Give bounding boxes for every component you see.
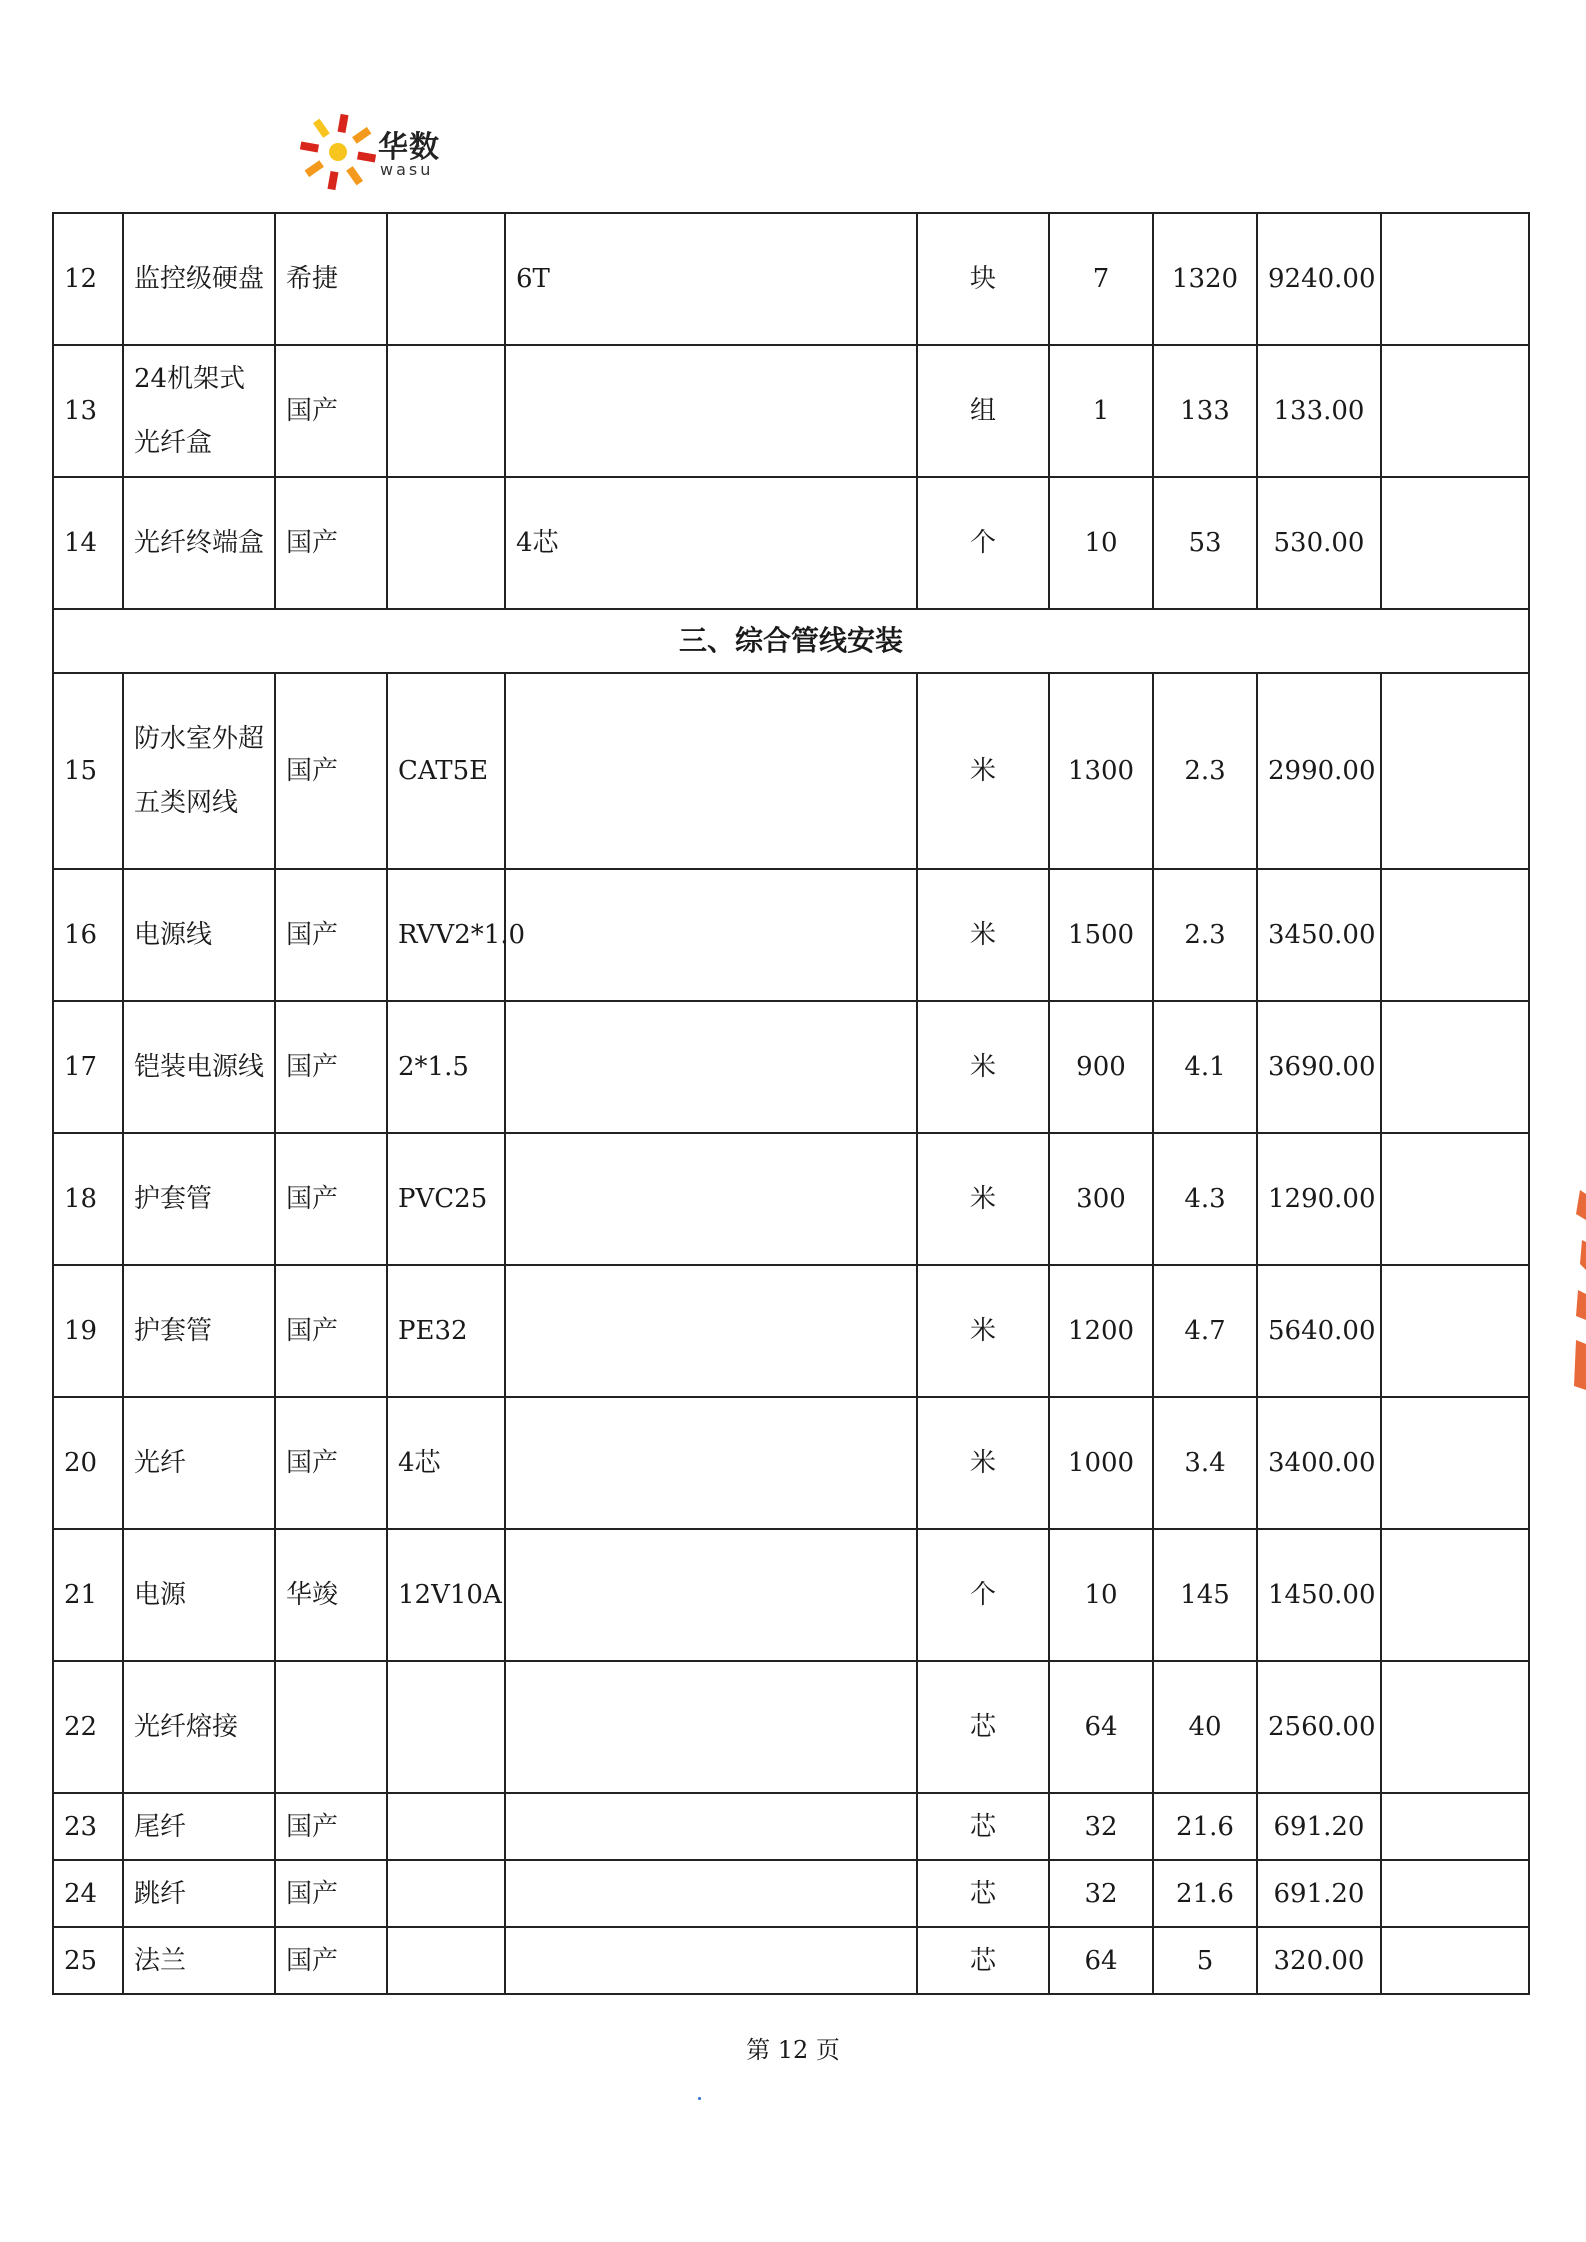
cell-brand <box>275 1661 387 1793</box>
cell-qty: 300 <box>1049 1133 1153 1265</box>
cell-name: 光纤 <box>123 1397 275 1529</box>
cell-total: 5640.00 <box>1257 1265 1381 1397</box>
cell-note <box>1381 1793 1529 1860</box>
cell-qty: 32 <box>1049 1860 1153 1927</box>
cell-spec <box>387 477 505 609</box>
cell-brand: 国产 <box>275 1001 387 1133</box>
cell-note <box>1381 213 1529 345</box>
cell-unit: 米 <box>917 673 1049 869</box>
cell-no: 14 <box>53 477 123 609</box>
cell-total: 691.20 <box>1257 1793 1381 1860</box>
cell-model <box>505 673 917 869</box>
cell-model <box>505 1860 917 1927</box>
cell-note <box>1381 1397 1529 1529</box>
cell-note <box>1381 673 1529 869</box>
cell-brand: 希捷 <box>275 213 387 345</box>
cell-no: 22 <box>53 1661 123 1793</box>
cell-brand: 国产 <box>275 869 387 1001</box>
cell-model <box>505 345 917 477</box>
table-row <box>53 1927 1529 1994</box>
cell-price: 3.4 <box>1153 1397 1257 1529</box>
cell-note <box>1381 1927 1529 1994</box>
cell-spec <box>387 1661 505 1793</box>
cell-note <box>1381 1133 1529 1265</box>
cell-total: 3450.00 <box>1257 869 1381 1001</box>
cell-no: 19 <box>53 1265 123 1397</box>
cell-note <box>1381 477 1529 609</box>
cell-name: 光纤终端盒 <box>123 477 275 609</box>
cell-unit: 米 <box>917 869 1049 1001</box>
table-row <box>53 1661 1529 1793</box>
cell-name: 电源 <box>123 1529 275 1661</box>
cell-total: 1290.00 <box>1257 1133 1381 1265</box>
cell-spec: RVV2*1.0 <box>387 869 505 1001</box>
cell-spec: PVC25 <box>387 1133 505 1265</box>
cell-model: 6T <box>505 213 917 345</box>
cell-model <box>505 869 917 1001</box>
company-logo <box>298 112 448 192</box>
cell-spec: CAT5E <box>387 673 505 869</box>
cell-name: 护套管 <box>123 1265 275 1397</box>
cell-no: 23 <box>53 1793 123 1860</box>
page-number: 第 12 页 <box>746 2036 840 2064</box>
cell-no: 15 <box>53 673 123 869</box>
cell-unit: 组 <box>917 345 1049 477</box>
seal-fragment-icon <box>1562 1190 1586 1400</box>
cell-name: 电源线 <box>123 869 275 1001</box>
cell-price: 40 <box>1153 1661 1257 1793</box>
cell-total: 2560.00 <box>1257 1661 1381 1793</box>
logo-cn-text: 华数 <box>378 130 440 165</box>
cell-spec <box>387 213 505 345</box>
cell-brand: 华竣 <box>275 1529 387 1661</box>
cell-model <box>505 1529 917 1661</box>
cell-unit: 米 <box>917 1001 1049 1133</box>
cell-model: 4芯 <box>505 477 917 609</box>
cell-note <box>1381 869 1529 1001</box>
cell-spec: PE32 <box>387 1265 505 1397</box>
cell-qty: 64 <box>1049 1661 1153 1793</box>
cell-brand: 国产 <box>275 1133 387 1265</box>
cell-unit: 米 <box>917 1265 1049 1397</box>
cell-brand: 国产 <box>275 345 387 477</box>
table-row <box>53 1529 1529 1661</box>
cell-name: 监控级硬盘 <box>123 213 275 345</box>
cell-total: 1450.00 <box>1257 1529 1381 1661</box>
cell-brand: 国产 <box>275 477 387 609</box>
cell-no: 12 <box>53 213 123 345</box>
cell-model <box>505 1661 917 1793</box>
cell-name: 光纤熔接 <box>123 1661 275 1793</box>
cell-total: 2990.00 <box>1257 673 1381 869</box>
cell-price: 21.6 <box>1153 1793 1257 1860</box>
cell-unit: 个 <box>917 477 1049 609</box>
cell-price: 4.7 <box>1153 1265 1257 1397</box>
cell-spec <box>387 1860 505 1927</box>
cell-spec: 12V10A <box>387 1529 505 1661</box>
cell-qty: 10 <box>1049 1529 1153 1661</box>
cell-note <box>1381 1860 1529 1927</box>
cell-total: 3690.00 <box>1257 1001 1381 1133</box>
cell-price: 2.3 <box>1153 673 1257 869</box>
cell-spec <box>387 1793 505 1860</box>
cell-name: 护套管 <box>123 1133 275 1265</box>
cell-note <box>1381 1529 1529 1661</box>
cell-unit: 芯 <box>917 1793 1049 1860</box>
cell-model <box>505 1927 917 1994</box>
wasu-sun-icon <box>298 112 378 192</box>
cell-spec: 2*1.5 <box>387 1001 505 1133</box>
cell-total: 530.00 <box>1257 477 1381 609</box>
cell-unit: 米 <box>917 1397 1049 1529</box>
cell-note <box>1381 1265 1529 1397</box>
cell-spec <box>387 1927 505 1994</box>
cell-qty: 32 <box>1049 1793 1153 1860</box>
cell-unit: 芯 <box>917 1927 1049 1994</box>
table-row <box>53 1001 1529 1133</box>
cell-model <box>505 1793 917 1860</box>
cell-brand: 国产 <box>275 1793 387 1860</box>
cell-price: 133 <box>1153 345 1257 477</box>
cell-no: 18 <box>53 1133 123 1265</box>
stray-mark <box>698 2097 701 2100</box>
cell-qty: 900 <box>1049 1001 1153 1133</box>
cell-model <box>505 1265 917 1397</box>
cell-price: 4.3 <box>1153 1133 1257 1265</box>
cell-price: 53 <box>1153 477 1257 609</box>
cell-model <box>505 1397 917 1529</box>
cell-total: 320.00 <box>1257 1927 1381 1994</box>
cell-no: 25 <box>53 1927 123 1994</box>
cell-brand: 国产 <box>275 1860 387 1927</box>
seal-edge-mark <box>1562 1190 1586 1400</box>
table-row <box>53 213 1529 345</box>
cell-no: 20 <box>53 1397 123 1529</box>
table-row <box>53 869 1529 1001</box>
cell-qty: 64 <box>1049 1927 1153 1994</box>
cell-name: 法兰 <box>123 1927 275 1994</box>
cell-name: 尾纤 <box>123 1793 275 1860</box>
cell-price: 1320 <box>1153 213 1257 345</box>
cell-spec <box>387 345 505 477</box>
cell-no: 24 <box>53 1860 123 1927</box>
cell-qty: 1500 <box>1049 869 1153 1001</box>
cell-no: 13 <box>53 345 123 477</box>
cell-note <box>1381 345 1529 477</box>
cell-total: 9240.00 <box>1257 213 1381 345</box>
cell-brand: 国产 <box>275 673 387 869</box>
table-row <box>53 673 1529 869</box>
cell-qty: 7 <box>1049 213 1153 345</box>
cell-qty: 1000 <box>1049 1397 1153 1529</box>
cell-price: 5 <box>1153 1927 1257 1994</box>
cell-name: 铠装电源线 <box>123 1001 275 1133</box>
cell-spec: 4芯 <box>387 1397 505 1529</box>
table-row <box>53 1397 1529 1529</box>
cell-brand: 国产 <box>275 1397 387 1529</box>
cell-brand: 国产 <box>275 1927 387 1994</box>
cell-total: 133.00 <box>1257 345 1381 477</box>
table-row <box>53 345 1529 477</box>
cell-unit: 芯 <box>917 1860 1049 1927</box>
cell-name: 防水室外超五类网线 <box>123 673 275 869</box>
section-header-row <box>53 609 1529 673</box>
cell-qty: 1300 <box>1049 673 1153 869</box>
cell-unit: 个 <box>917 1529 1049 1661</box>
cell-no: 21 <box>53 1529 123 1661</box>
cell-no: 16 <box>53 869 123 1001</box>
cell-price: 2.3 <box>1153 869 1257 1001</box>
materials-table <box>52 212 1530 1995</box>
cell-qty: 1200 <box>1049 1265 1153 1397</box>
cell-unit: 米 <box>917 1133 1049 1265</box>
table-row <box>53 1265 1529 1397</box>
cell-qty: 1 <box>1049 345 1153 477</box>
cell-price: 145 <box>1153 1529 1257 1661</box>
cell-name: 24机架式光纤盒 <box>123 345 275 477</box>
cell-note <box>1381 1001 1529 1133</box>
cell-price: 21.6 <box>1153 1860 1257 1927</box>
cell-qty: 10 <box>1049 477 1153 609</box>
cell-price: 4.1 <box>1153 1001 1257 1133</box>
table-row <box>53 1793 1529 1860</box>
table-row <box>53 1133 1529 1265</box>
section-title: 三、综合管线安装 <box>53 609 1529 673</box>
cell-note <box>1381 1661 1529 1793</box>
table-row <box>53 477 1529 609</box>
cell-name: 跳纤 <box>123 1860 275 1927</box>
cell-brand: 国产 <box>275 1265 387 1397</box>
cell-no: 17 <box>53 1001 123 1133</box>
cell-total: 691.20 <box>1257 1860 1381 1927</box>
cell-unit: 块 <box>917 213 1049 345</box>
cell-unit: 芯 <box>917 1661 1049 1793</box>
cell-total: 3400.00 <box>1257 1397 1381 1529</box>
table-row <box>53 1860 1529 1927</box>
cell-model <box>505 1133 917 1265</box>
cell-model <box>505 1001 917 1133</box>
logo-en-text: wasu <box>380 160 434 179</box>
